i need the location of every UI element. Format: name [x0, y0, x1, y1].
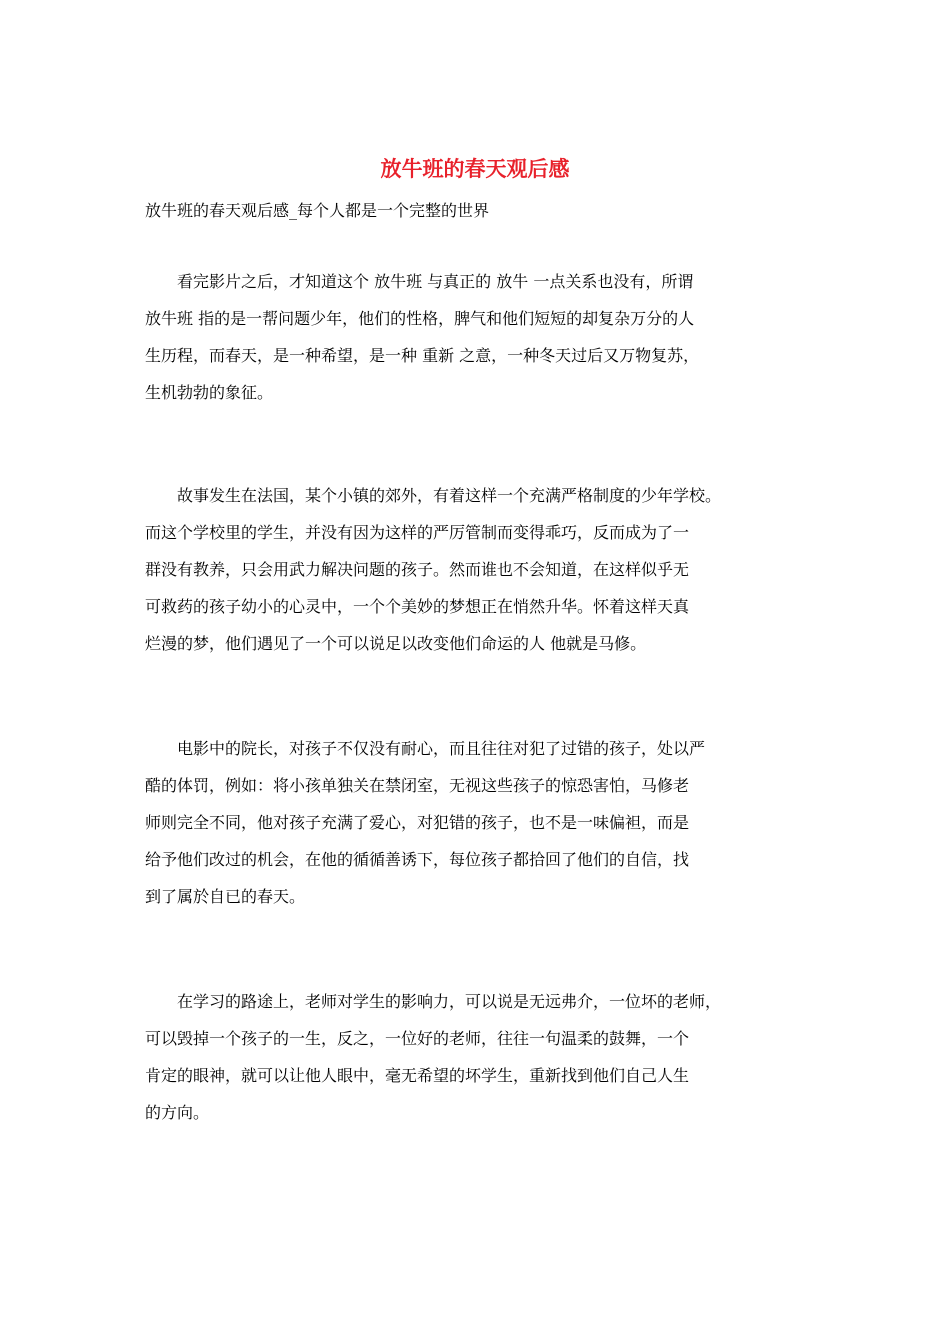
paragraph-line: 群没有教养，只会用武力解决问题的孩子。然而谁也不会知道，在这样似乎无 [145, 560, 690, 579]
paragraph-2 [145, 477, 825, 662]
paragraph-line: 放牛班 指的是一帮问题少年，他们的性格，脾气和他们短短的却复杂万分的人 [145, 309, 695, 328]
paragraph-line: 故事发生在法国，某个小镇的郊外，有着这样一个充满严格制度的少年学校。 [145, 486, 722, 505]
paragraph-line: 烂漫的梦，他们遇见了一个可以说足以改变他们命运的人 他就是马修。 [145, 634, 647, 653]
paragraph-line: 酷的体罚，例如：将小孩单独关在禁闭室，无视这些孩子的惊恐害怕，马修老 [145, 776, 690, 795]
paragraph-line: 在学习的路途上，老师对学生的影响力，可以说是无远弗介，一位坏的老师， [145, 992, 722, 1011]
paragraph-line: 看完影片之后，才知道这个 放牛班 与真正的 放牛 一点关系也没有，所谓 [145, 272, 694, 291]
paragraph-line: 到了属於自已的春天。 [145, 887, 306, 906]
paragraph-line: 的方向。 [145, 1103, 210, 1122]
paragraph-line: 而这个学校里的学生，并没有因为这样的严厉管制而变得乖巧，反而成为了一 [145, 523, 690, 542]
paragraph-line: 生历程，而春天，是一种希望，是一种 重新 之意，一种冬天过后又万物复苏， [145, 346, 700, 365]
paragraph-line: 生机勃勃的象征。 [145, 383, 274, 402]
paragraph-1 [145, 263, 825, 411]
paragraph-3 [145, 730, 825, 915]
paragraph-line: 肯定的眼神，就可以让他人眼中，毫无希望的坏学生，重新找到他们自己人生 [145, 1066, 690, 1085]
document-subtitle: 放牛班的春天观后感_每个人都是一个完整的世界 [145, 201, 490, 220]
paragraph-line: 给予他们改过的机会，在他的循循善诱下，每位孩子都拾回了他们的自信，找 [145, 850, 690, 869]
paragraph-line: 可救药的孩子幼小的心灵中，一个个美妙的梦想正在悄然升华。怀着这样天真 [145, 597, 690, 616]
document-title: 放牛班的春天观后感 [380, 156, 570, 181]
paragraph-line: 可以毁掉一个孩子的一生，反之，一位好的老师，往往一句温柔的鼓舞，一个 [145, 1029, 690, 1048]
paragraph-line: 电影中的院长，对孩子不仅没有耐心，而且往往对犯了过错的孩子，处以严 [145, 739, 706, 758]
paragraph-line: 师则完全不同，他对孩子充满了爱心，对犯错的孩子，也不是一味偏袒，而是 [145, 813, 690, 832]
paragraph-4 [145, 983, 825, 1131]
